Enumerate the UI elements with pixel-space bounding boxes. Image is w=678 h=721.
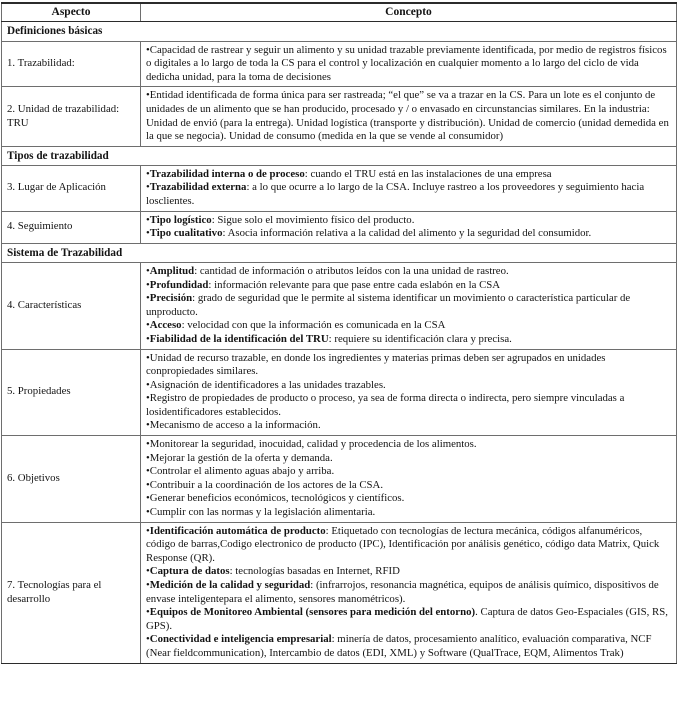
- concepto-item-text: : velocidad con que la información es comunicada en la CSA: [181, 319, 446, 332]
- table-row: [2, 165, 677, 211]
- section-title: Definiciones básicas: [2, 22, 677, 41]
- table-row: [2, 211, 677, 243]
- concepto-cell: [141, 436, 677, 523]
- aspecto-cell: 2. Unidad de trazabilidad: TRU: [2, 87, 141, 146]
- concepto-item: [146, 279, 671, 293]
- concepto-item-text: : Sigue solo el movimiento físico del producto.: [211, 213, 415, 226]
- aspecto-cell: 6. Objetivos: [2, 436, 141, 523]
- concepto-item-text: : requiere su identificación clara y precisa.: [328, 332, 512, 345]
- concepto-item: [146, 492, 671, 506]
- aspecto-cell: 1. Trazabilidad:: [2, 41, 141, 87]
- section-row: [2, 22, 677, 41]
- concepto-item: [146, 506, 671, 520]
- concepto-item-text: Mejorar la gestión de la oferta y demanda.: [149, 451, 333, 464]
- concepto-item: [146, 44, 671, 85]
- concepto-item-text: : minería de datos, procesamiento analítico, evaluación comparativa, NCF (Near fieldcommunication), Intercambio de datos (EDI, XML) y Software (QualTrace, EQM, Alimentos Trak): [146, 633, 652, 659]
- section-title: Sistema de Trazabilidad: [2, 243, 677, 262]
- traceability-table: [1, 2, 677, 664]
- concepto-item-text: Generar beneficios económicos, tecnológicos y científicos.: [149, 492, 405, 505]
- concepto-cell: [141, 87, 677, 146]
- concepto-item: [146, 465, 671, 479]
- table-row: [2, 262, 677, 349]
- concepto-item: [146, 319, 671, 333]
- concepto-item-term: Equipos de Monitoreo Ambiental (sensores para medición del entorno): [149, 606, 476, 619]
- concepto-item: [146, 565, 671, 579]
- aspecto-cell: 7. Tecnologías para el desarrollo: [2, 522, 141, 663]
- concepto-cell: [141, 41, 677, 87]
- concepto-item: [146, 265, 671, 279]
- concepto-item-text: : información relevante para que pase entre cada eslabón en la CSA: [208, 278, 501, 291]
- concepto-item-text: : grado de seguridad que le permite al sistema identificar un movimiento o característica particular de unproducto.: [146, 292, 631, 318]
- concepto-item-text: Asignación de identificadores a las unidades trazables.: [149, 378, 386, 391]
- concepto-item-term: Captura de datos: [149, 565, 230, 578]
- concepto-item: [146, 379, 671, 393]
- concepto-item-term: Amplitud: [149, 264, 195, 277]
- concepto-item-text: Capacidad de rastrear y seguir un alimento y su unidad trazable previamente identificada, por medio de registros físicos o digitales a lo largo de toda la CS para el control y localización en cualquier momento a lo largo del ciclo de vida dedicha unidad, para la toma de decisiones: [146, 43, 667, 83]
- section-row: [2, 146, 677, 165]
- concepto-item: [146, 633, 671, 660]
- concepto-cell: [141, 262, 677, 349]
- table-row: [2, 349, 677, 436]
- concepto-item-term: Medición de la calidad y seguridad: [149, 579, 311, 591]
- concepto-item-text: Contribuir a la coordinación de los actores de la CSA.: [149, 478, 384, 491]
- concepto-cell: [141, 349, 677, 436]
- aspecto-cell: 4. Seguimiento: [2, 211, 141, 243]
- concepto-cell: [141, 211, 677, 243]
- concepto-item-text: Monitorear la seguridad, inocuidad, calidad y procedencia de los alimentos.: [149, 438, 477, 451]
- concepto-item-text: Unidad de recurso trazable, en donde los ingredientes y materias primas deben ser agrupados en unidades conpropiedades similares.: [146, 351, 606, 378]
- section-row: [2, 243, 677, 262]
- table-row: [2, 87, 677, 146]
- column-header-aspecto: Aspecto: [2, 3, 141, 22]
- concepto-item-term: Acceso: [149, 319, 182, 332]
- concepto-item: [146, 606, 671, 633]
- concepto-item-text: Cumplir con las normas y la legislación alimentaria.: [149, 506, 376, 519]
- concepto-item: [146, 479, 671, 493]
- concepto-item-term: Fiabilidad de la identificación del TRU: [149, 332, 329, 345]
- concepto-item: [146, 214, 671, 228]
- concepto-item: [146, 419, 671, 433]
- concepto-item: [146, 579, 671, 606]
- concepto-item-text: : Asocia información relativa a la calidad del alimento y la seguridad del consumidor.: [222, 227, 592, 240]
- aspecto-cell: 4. Características: [2, 262, 141, 349]
- table-row: [2, 522, 677, 663]
- concepto-item: [146, 438, 671, 452]
- table-row: [2, 41, 677, 87]
- concepto-item-text: : cuando el TRU está en las instalaciones de una empresa: [304, 167, 552, 180]
- column-header-concepto: Concepto: [141, 3, 677, 22]
- concepto-item-text: : Etiquetado con tecnologías de lectura mecánica, códigos alfanuméricos, código de barras,Codigo electronico de producto (IPC), Identificación por análisis genético, código data Matrix, Quick Response (QR).: [146, 524, 660, 564]
- aspecto-cell: 3. Lugar de Aplicación: [2, 165, 141, 211]
- concepto-item-term: Tipo cualitativo: [149, 227, 223, 240]
- concepto-item-term: Trazabilidad interna o de proceso: [149, 167, 305, 180]
- concepto-item-term: Conectividad e inteligencia empresarial: [149, 633, 332, 646]
- concepto-item-term: Identificación automática de producto: [149, 524, 326, 537]
- concepto-item: [146, 452, 671, 466]
- concepto-item-text: : a lo que ocurre a lo largo de la CSA. Incluye rastreo a los proveedores y seguimiento hacia losclientes.: [146, 181, 645, 208]
- concepto-item: [146, 292, 671, 319]
- section-title: Tipos de trazabilidad: [2, 146, 677, 165]
- concepto-item-text: : (infrarrojos, resonancia magnética, equipos de análisis químico, dispositivos de envase inteligentepara el alimento, sensores manométricos).: [146, 579, 659, 605]
- concepto-item: [146, 392, 671, 419]
- concepto-item-text: Registro de propiedades de producto o proceso, ya sea de forma directa o indirecta, pero siempre vinculadas a losidentificadores establecidos.: [146, 392, 625, 418]
- concepto-item: [146, 525, 671, 566]
- concepto-item-text: . Captura de datos Geo-Espaciales (GIS, RS, GPS).: [146, 606, 668, 632]
- concepto-item: [146, 89, 671, 143]
- table-header-row: [2, 3, 677, 22]
- concepto-item-term: Precisión: [149, 292, 193, 305]
- table-row: [2, 436, 677, 523]
- concepto-item-term: Tipo logístico: [149, 213, 212, 226]
- concepto-item: [146, 227, 671, 241]
- concepto-cell: [141, 165, 677, 211]
- concepto-item-text: Controlar el alimento aguas abajo y arriba.: [149, 465, 335, 478]
- concepto-item-term: Profundidad: [149, 278, 209, 291]
- concepto-item-text: Mecanismo de acceso a la información.: [149, 419, 321, 432]
- concepto-item: [146, 181, 671, 208]
- concepto-item-text: : cantidad de información o atributos leídos con la una unidad de rastreo.: [194, 264, 509, 277]
- concepto-item-text: : tecnologías basadas en Internet, RFID: [229, 565, 400, 578]
- concepto-item: [146, 333, 671, 347]
- aspecto-cell: 5. Propiedades: [2, 349, 141, 436]
- table-body: [2, 22, 677, 663]
- concepto-item: [146, 168, 671, 182]
- concepto-item-term: Trazabilidad externa: [149, 181, 247, 194]
- concepto-cell: [141, 522, 677, 663]
- concepto-item-text: Entidad identificada de forma única para ser rastreada; “el que” se va a trazar en la CS. Para un lote es el conjunto de unidades de un alimento que se han producido, procesado y / o envasado en circunstancias similares. En la industria: Unidad de envió (para la entrega). Unidad logística (transporte y distribución). Unidad de comercio (unidad demedida en la que se negocia). Unidad de consumo (medida en la que se vende al consumidor): [146, 89, 669, 143]
- concepto-item: [146, 352, 671, 379]
